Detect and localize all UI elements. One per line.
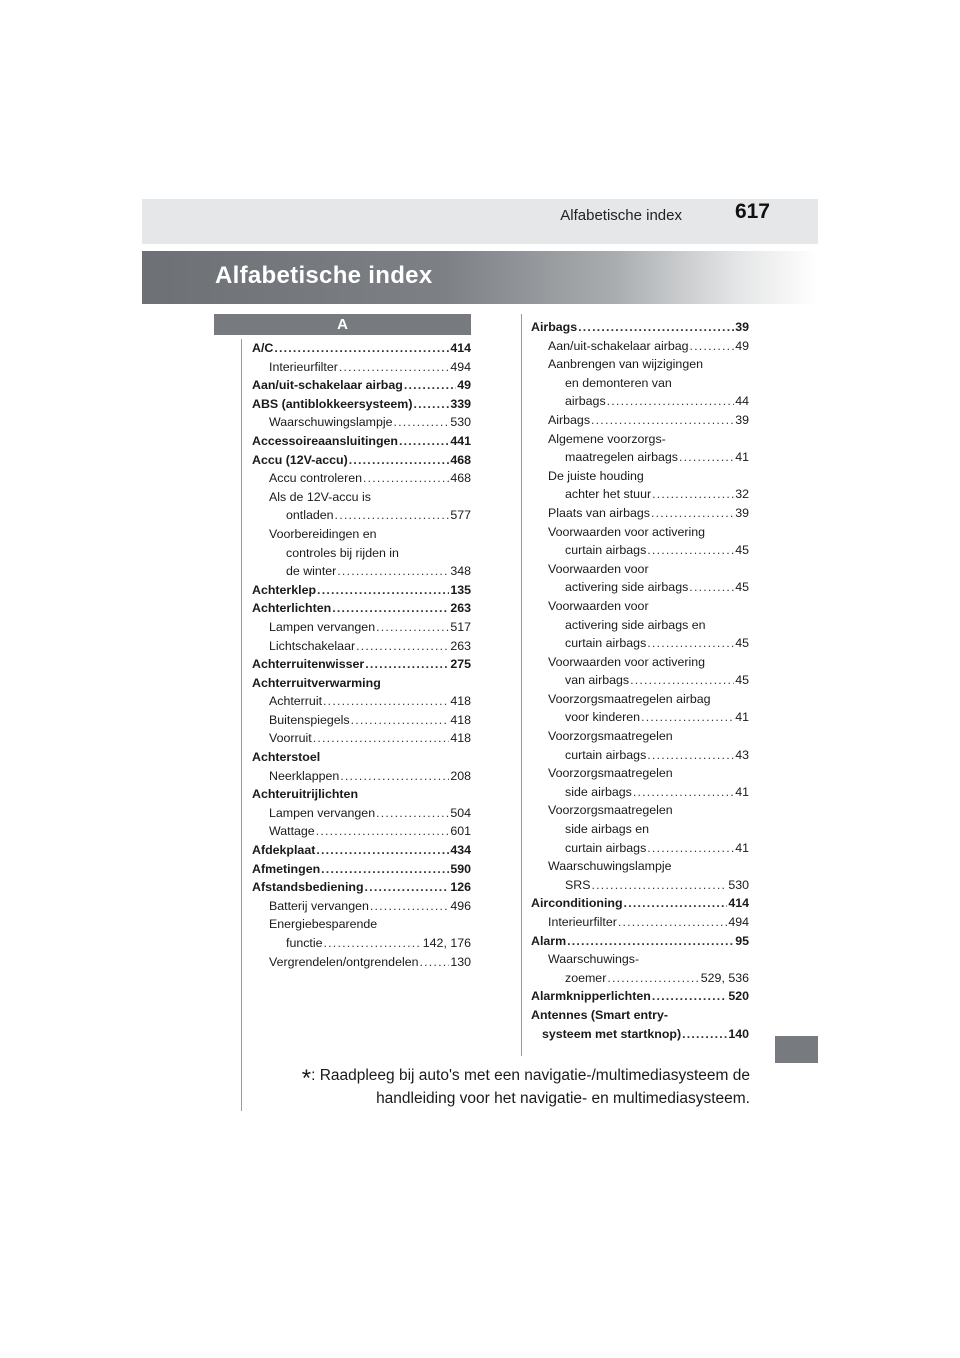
index-entry-page: 95	[735, 933, 749, 948]
index-entry	[252, 860, 471, 879]
dot-leader	[394, 413, 450, 432]
index-entry	[252, 525, 471, 581]
index-entry-term: Achterruitverwarming	[252, 675, 381, 690]
index-entry-term: zoemer	[565, 970, 607, 985]
index-entry-page: 590	[450, 861, 471, 876]
index-entry	[252, 822, 471, 841]
index-entry-term: Waarschuwings-	[548, 952, 640, 967]
index-entry-page: 520	[728, 989, 749, 1004]
index-entry	[531, 801, 749, 857]
index-entry-term: Interieurfilter	[269, 359, 338, 374]
index-entry-term: Alarmknipperlichten	[531, 989, 651, 1004]
index-entry-term: Lichtschakelaar	[269, 638, 356, 653]
index-entry	[531, 1006, 749, 1043]
index-entry-term: Airbags	[548, 412, 591, 427]
index-entry-term: De juiste houding	[548, 468, 644, 483]
title-banner	[142, 251, 818, 304]
index-entry-page: 494	[450, 359, 471, 374]
index-entry-term: curtain airbags	[565, 636, 647, 651]
index-entry-page: 601	[450, 824, 471, 839]
index-entry-term: maatregelen airbags	[565, 450, 678, 465]
index-entry-page: 530	[450, 415, 471, 430]
dot-leader	[651, 504, 734, 523]
index-entry-term: systeem met startknop)	[542, 1026, 682, 1041]
running-header	[142, 199, 818, 244]
index-entry-term: Afdekplaat	[252, 843, 316, 858]
index-entry-term: Airconditioning	[531, 896, 623, 911]
index-entry-term: voor kinderen	[565, 710, 641, 725]
index-entry	[252, 376, 471, 395]
index-entry	[531, 764, 749, 801]
index-entry-page: 275	[450, 657, 471, 672]
index-entry-term: Energiebesparende	[269, 917, 378, 932]
index-entry	[531, 523, 749, 560]
index-entry-page: 494	[728, 915, 749, 929]
index-entry-page: 263	[450, 638, 471, 653]
index-entry	[531, 913, 749, 932]
chapter-thumb-tab	[775, 1036, 818, 1063]
index-entry-term: van airbags	[565, 673, 630, 688]
index-entry-term: Voorzorgsmaatregelen	[548, 803, 673, 818]
index-entry-term: Achterruit	[269, 694, 323, 709]
index-entry-page: 468	[450, 471, 471, 486]
index-entry	[531, 355, 749, 411]
index-entry	[531, 690, 749, 727]
index-entry	[252, 804, 471, 823]
page-title: Alfabetische index	[215, 262, 433, 289]
index-entry-term: Afstandsbediening	[252, 880, 364, 895]
index-entry	[252, 413, 471, 432]
index-entry	[252, 339, 471, 358]
index-entry-page: 126	[450, 880, 471, 895]
index-entry	[531, 560, 749, 597]
index-entry	[252, 451, 471, 470]
index-entry-page: 135	[450, 582, 471, 597]
index-column-left	[252, 339, 471, 971]
dot-leader	[607, 392, 735, 411]
dot-leader	[591, 411, 734, 430]
index-entry-term: Aanbrengen van wijzigingen	[548, 357, 703, 372]
index-entry-term: curtain airbags	[565, 840, 647, 855]
dot-leader	[365, 878, 450, 897]
dot-leader	[399, 432, 449, 451]
index-entry-term: A/C	[252, 341, 274, 355]
index-entry-page: 45	[735, 580, 749, 595]
dot-leader	[567, 932, 734, 951]
index-entry-term: Afmetingen	[252, 861, 321, 876]
index-entry-page: 49	[457, 378, 471, 393]
index-entry-page: 49	[735, 338, 749, 353]
index-entry-page: 43	[735, 747, 749, 762]
dot-leader	[641, 708, 734, 727]
dot-leader	[689, 578, 734, 597]
index-entry-page: 41	[735, 840, 749, 855]
left-margin-rule	[241, 339, 242, 1111]
index-entry-page: 577	[450, 508, 471, 523]
index-entry-term: side airbags	[565, 784, 632, 799]
index-entry	[252, 618, 471, 637]
index-entry	[252, 674, 471, 693]
index-entry	[252, 878, 471, 897]
index-entry-term: Achterruitenwisser	[252, 657, 365, 672]
footnote	[240, 1066, 750, 1109]
dot-leader	[313, 729, 450, 748]
index-entry-term: Waarschuwingslampje	[269, 415, 393, 430]
dot-leader	[652, 987, 728, 1006]
index-entry-term: curtain airbags	[565, 747, 647, 762]
index-entry-term: de winter	[286, 564, 337, 579]
index-entry-term: ontladen	[286, 508, 334, 523]
dot-leader	[376, 618, 449, 637]
index-entry-term: Waarschuwingslampje	[548, 859, 672, 874]
index-entry-page: 414	[450, 341, 471, 355]
index-entry-term: Voorzorgsmaatregelen	[548, 729, 673, 744]
index-entry	[531, 932, 749, 951]
index-entry-page: 418	[450, 731, 471, 746]
index-entry-page: 41	[735, 450, 749, 465]
index-entry	[252, 358, 471, 377]
index-entry-term: Wattage	[269, 824, 315, 839]
index-entry	[531, 987, 749, 1006]
index-entry-term: ABS (antiblokkeersysteem)	[252, 396, 413, 411]
index-entry	[252, 599, 471, 618]
index-entry-term: Aan/uit-schakelaar airbag	[548, 338, 689, 353]
dot-leader	[349, 451, 450, 470]
dot-leader	[363, 469, 449, 488]
dot-leader	[591, 876, 727, 895]
dot-leader	[356, 637, 449, 656]
dot-leader	[624, 894, 728, 913]
footnote-line-1: : Raadpleeg bij auto's met een navigatie-/multimediasysteem de	[311, 1067, 750, 1084]
dot-leader	[578, 318, 734, 337]
index-entry-term: Voorwaarden voor	[548, 561, 649, 576]
index-entry-term: Plaats van airbags	[548, 505, 650, 520]
index-entry-term: Voorbereidingen en	[269, 526, 377, 541]
index-entry-page: 39	[735, 412, 749, 427]
index-entry-page: 434	[450, 843, 471, 858]
index-entry-page: 130	[450, 954, 471, 969]
index-entry	[531, 504, 749, 523]
dot-leader	[370, 897, 449, 916]
index-entry-term: Lampen vervangen	[269, 619, 376, 634]
dot-leader	[324, 934, 422, 953]
letter-heading-a: A	[214, 314, 471, 335]
dot-leader	[340, 767, 449, 786]
index-entry	[252, 469, 471, 488]
column-divider-rule	[521, 314, 522, 1056]
dot-leader	[274, 339, 449, 358]
index-entry-term: Interieurfilter	[548, 915, 617, 929]
dot-leader	[323, 692, 449, 711]
index-entry	[252, 953, 471, 972]
index-entry	[252, 655, 471, 674]
index-entry-page: 32	[735, 487, 749, 502]
index-entry-term: Antennes (Smart entry-	[531, 1007, 669, 1022]
index-entry-page: 45	[735, 636, 749, 651]
index-entry-page: 339	[450, 396, 471, 411]
index-entry-term: SRS	[565, 877, 591, 892]
dot-leader	[365, 655, 449, 674]
index-entry-term: activering side airbags	[565, 580, 689, 595]
dot-leader	[690, 337, 735, 356]
dot-leader	[337, 562, 449, 581]
index-entry-term: Voorruit	[269, 731, 312, 746]
index-entry-page: 529, 536	[700, 970, 749, 985]
footnote-line-2: handleiding voor het navigatie- en multimediasysteem.	[376, 1090, 750, 1107]
index-entry-term: Aan/uit-schakelaar airbag	[252, 378, 403, 393]
index-entry	[531, 727, 749, 764]
index-entry-page: 441	[450, 433, 471, 448]
index-entry-term: Als de 12V-accu is	[269, 489, 371, 504]
index-entry-term: Algemene voorzorgs-	[548, 431, 666, 446]
index-entry-page: 45	[735, 543, 749, 558]
index-entry-term: Voorzorgsmaatregelen	[548, 766, 673, 781]
index-entry-page: 418	[450, 694, 471, 709]
dot-leader	[413, 395, 449, 414]
index-entry	[252, 767, 471, 786]
index-entry	[531, 597, 749, 653]
index-entry	[252, 785, 471, 804]
running-header-title: Alfabetische index	[560, 207, 682, 224]
index-entry-page: 504	[450, 805, 471, 820]
index-entry-term: Vergrendelen/ontgrendelen	[269, 954, 419, 969]
index-entry-term: Achterstoel	[252, 750, 321, 765]
index-entry	[531, 653, 749, 690]
index-entry-page: 208	[450, 768, 471, 783]
index-entry-page: 468	[450, 452, 471, 467]
index-entry-page: 418	[450, 712, 471, 727]
index-entry-page: 348	[450, 564, 471, 579]
index-entry	[531, 430, 749, 467]
dot-leader	[682, 1025, 727, 1044]
dot-leader	[376, 804, 449, 823]
index-column-right	[531, 318, 749, 1043]
dot-leader	[607, 969, 699, 988]
dot-leader	[633, 783, 734, 802]
index-entry-term: airbags	[565, 394, 606, 409]
index-entry-page: 530	[728, 877, 749, 892]
index-entry-page: 41	[735, 784, 749, 799]
index-entry-term: Achterlichten	[252, 601, 332, 616]
footnote-star: *	[301, 1065, 312, 1092]
dot-leader	[335, 506, 450, 525]
index-entry-term: Lampen vervangen	[269, 805, 376, 820]
index-entry-term: Voorwaarden voor activering	[548, 654, 706, 669]
index-entry-term: en demonteren van	[565, 375, 672, 390]
index-entry-page: 142, 176	[422, 936, 471, 950]
index-entry-term: Airbags	[531, 320, 578, 334]
index-entry	[252, 729, 471, 748]
index-entry-page: 44	[735, 394, 749, 409]
index-entry	[531, 411, 749, 430]
index-entry-page: 517	[450, 619, 471, 634]
dot-leader	[316, 822, 450, 841]
index-entry-page: 140	[728, 1026, 749, 1041]
index-entry	[531, 950, 749, 987]
index-entry-page: 39	[735, 320, 749, 334]
index-entry-term: achter het stuur	[565, 487, 652, 502]
dot-leader	[351, 711, 450, 730]
dot-leader	[332, 599, 449, 618]
index-entry-term: Voorzorgsmaatregelen airbag	[548, 691, 711, 706]
index-entry	[252, 748, 471, 767]
dot-leader	[647, 541, 734, 560]
index-entry	[531, 337, 749, 356]
dot-leader	[647, 839, 734, 858]
dot-leader	[630, 671, 734, 690]
index-entry	[252, 488, 471, 525]
dot-leader	[316, 841, 449, 860]
index-entry	[252, 915, 471, 952]
index-entry-term: Buitenspiegels	[269, 712, 350, 727]
index-entry	[531, 857, 749, 894]
index-entry	[252, 637, 471, 656]
index-entry	[252, 692, 471, 711]
dot-leader	[647, 746, 734, 765]
index-entry-term: Accu controleren	[269, 471, 362, 486]
index-entry-term: Accu (12V-accu)	[252, 452, 348, 467]
index-entry-term: Achterklep	[252, 582, 317, 597]
index-entry-term: Neerklappen	[269, 768, 340, 783]
dot-leader	[618, 913, 727, 932]
dot-leader	[404, 376, 456, 395]
index-entry-term: Batterij vervangen	[269, 898, 369, 913]
index-entry-page: 263	[450, 601, 471, 616]
dot-leader	[339, 358, 449, 377]
index-entry-term: Voorwaarden voor activering	[548, 524, 706, 539]
dot-leader	[647, 634, 734, 653]
index-entry-page: 496	[450, 898, 471, 913]
index-entry-term: Accessoireaansluitingen	[252, 433, 398, 448]
dot-leader	[321, 860, 449, 879]
index-entry-page: 414	[728, 896, 749, 911]
dot-leader	[317, 581, 449, 600]
index-entry-page: 45	[735, 673, 749, 688]
index-entry-term: activering side airbags en	[565, 617, 706, 632]
page-number: 617	[734, 200, 770, 223]
index-entry	[531, 894, 749, 913]
index-entry-page: 41	[735, 710, 749, 725]
dot-leader	[679, 448, 734, 467]
index-entry-term: Achteruitrijlichten	[252, 787, 359, 802]
index-entry	[531, 318, 749, 337]
index-entry	[252, 841, 471, 860]
index-entry	[252, 432, 471, 451]
index-entry-term: side airbags en	[565, 822, 650, 837]
index-entry-term: curtain airbags	[565, 543, 647, 558]
index-entry	[252, 897, 471, 916]
index-entry-page: 39	[735, 505, 749, 520]
index-entry-term: Alarm	[531, 933, 567, 948]
index-entry-term: functie	[286, 936, 323, 950]
dot-leader	[420, 953, 450, 972]
index-entry	[531, 467, 749, 504]
index-entry	[252, 395, 471, 414]
index-entry	[252, 581, 471, 600]
index-entry	[252, 711, 471, 730]
dot-leader	[652, 485, 734, 504]
index-entry-term: Voorwaarden voor	[548, 598, 649, 613]
index-entry-term: controles bij rijden in	[286, 545, 399, 560]
